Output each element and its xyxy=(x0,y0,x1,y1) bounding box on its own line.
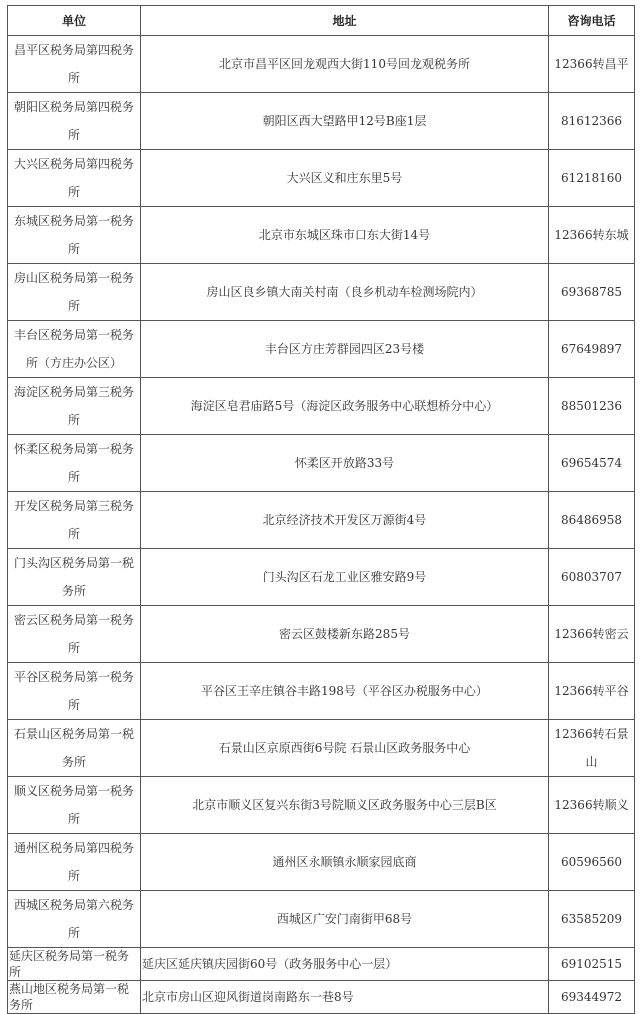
phone-cell: 69344972 xyxy=(549,981,635,1014)
address-cell: 密云区鼓楼新东路285号 xyxy=(141,606,549,663)
table-row xyxy=(8,207,635,264)
address-cell: 大兴区义和庄东里5号 xyxy=(141,150,549,207)
address-cell: 通州区永顺镇永顺家园底商 xyxy=(141,834,549,891)
table-row xyxy=(8,834,635,891)
table-header-row xyxy=(8,6,635,36)
unit-cell: 怀柔区税务局第一税务所 xyxy=(8,435,141,492)
table-row xyxy=(8,150,635,207)
address-cell: 北京市东城区珠市口东大街14号 xyxy=(141,207,549,264)
address-cell: 北京市顺义区复兴东街3号院顺义区政务服务中心三层B区 xyxy=(141,777,549,834)
phone-cell: 69368785 xyxy=(549,264,635,321)
phone-cell: 86486958 xyxy=(549,492,635,549)
unit-cell: 昌平区税务局第四税务所 xyxy=(8,36,141,93)
address-cell: 北京市房山区迎风街道岗南路东一巷8号 xyxy=(141,981,549,1014)
phone-cell: 81612366 xyxy=(549,93,635,150)
phone-cell: 67649897 xyxy=(549,321,635,378)
address-cell: 海淀区皂君庙路5号（海淀区政务服务中心联想桥分中心） xyxy=(141,378,549,435)
address-cell: 北京市昌平区回龙观西大街110号回龙观税务所 xyxy=(141,36,549,93)
unit-cell: 延庆区税务局第一税务所 xyxy=(8,948,141,981)
unit-cell: 东城区税务局第一税务所 xyxy=(8,207,141,264)
unit-cell: 顺义区税务局第一税务所 xyxy=(8,777,141,834)
header-phone: 咨询电话 xyxy=(549,6,635,36)
unit-cell: 西城区税务局第六税务所 xyxy=(8,891,141,948)
table-row xyxy=(8,720,635,777)
unit-cell: 开发区税务局第三税务所 xyxy=(8,492,141,549)
table-row xyxy=(8,492,635,549)
table-row xyxy=(8,663,635,720)
table-row xyxy=(8,264,635,321)
unit-cell: 燕山地区税务局第一税务所 xyxy=(8,981,141,1014)
phone-cell: 61218160 xyxy=(549,150,635,207)
header-unit: 单位 xyxy=(8,6,141,36)
unit-cell: 门头沟区税务局第一税务所 xyxy=(8,549,141,606)
unit-cell: 丰台区税务局第一税务所（方庄办公区） xyxy=(8,321,141,378)
address-cell: 怀柔区开放路33号 xyxy=(141,435,549,492)
address-cell: 西城区广安门南街甲68号 xyxy=(141,891,549,948)
address-cell: 房山区良乡镇大南关村南（良乡机动车检测场院内） xyxy=(141,264,549,321)
address-cell: 平谷区王辛庄镇谷丰路198号（平谷区办税服务中心） xyxy=(141,663,549,720)
unit-cell: 大兴区税务局第四税务所 xyxy=(8,150,141,207)
phone-cell: 69654574 xyxy=(549,435,635,492)
address-cell: 石景山区京原西街6号院 石景山区政务服务中心 xyxy=(141,720,549,777)
table-row xyxy=(8,777,635,834)
table-row xyxy=(8,93,635,150)
tax-office-table xyxy=(7,5,635,1014)
phone-cell: 12366转顺义 xyxy=(549,777,635,834)
unit-cell: 海淀区税务局第三税务所 xyxy=(8,378,141,435)
unit-cell: 房山区税务局第一税务所 xyxy=(8,264,141,321)
phone-cell: 60803707 xyxy=(549,549,635,606)
address-cell: 延庆区延庆镇庆园街60号（政务服务中心一层） xyxy=(141,948,549,981)
address-cell: 门头沟区石龙工业区雅安路9号 xyxy=(141,549,549,606)
address-cell: 丰台区方庄芳群园四区23号楼 xyxy=(141,321,549,378)
phone-cell: 12366转平谷 xyxy=(549,663,635,720)
phone-cell: 12366转密云 xyxy=(549,606,635,663)
table-row xyxy=(8,321,635,378)
address-cell: 北京经济技术开发区万源街4号 xyxy=(141,492,549,549)
phone-cell: 60596560 xyxy=(549,834,635,891)
unit-cell: 密云区税务局第一税务所 xyxy=(8,606,141,663)
phone-cell: 12366转昌平 xyxy=(549,36,635,93)
phone-cell: 88501236 xyxy=(549,378,635,435)
table-row xyxy=(8,981,635,1014)
table-row xyxy=(8,36,635,93)
table-row xyxy=(8,378,635,435)
phone-cell: 69102515 xyxy=(549,948,635,981)
table-row xyxy=(8,891,635,948)
header-address: 地址 xyxy=(141,6,549,36)
table-row xyxy=(8,606,635,663)
unit-cell: 通州区税务局第四税务所 xyxy=(8,834,141,891)
phone-cell: 63585209 xyxy=(549,891,635,948)
phone-cell: 12366转石景山 xyxy=(549,720,635,777)
unit-cell: 朝阳区税务局第四税务所 xyxy=(8,93,141,150)
table-row xyxy=(8,948,635,981)
address-cell: 朝阳区西大望路甲12号B座1层 xyxy=(141,93,549,150)
table-row xyxy=(8,435,635,492)
unit-cell: 石景山区税务局第一税务所 xyxy=(8,720,141,777)
phone-cell: 12366转东城 xyxy=(549,207,635,264)
unit-cell: 平谷区税务局第一税务所 xyxy=(8,663,141,720)
table-row xyxy=(8,549,635,606)
